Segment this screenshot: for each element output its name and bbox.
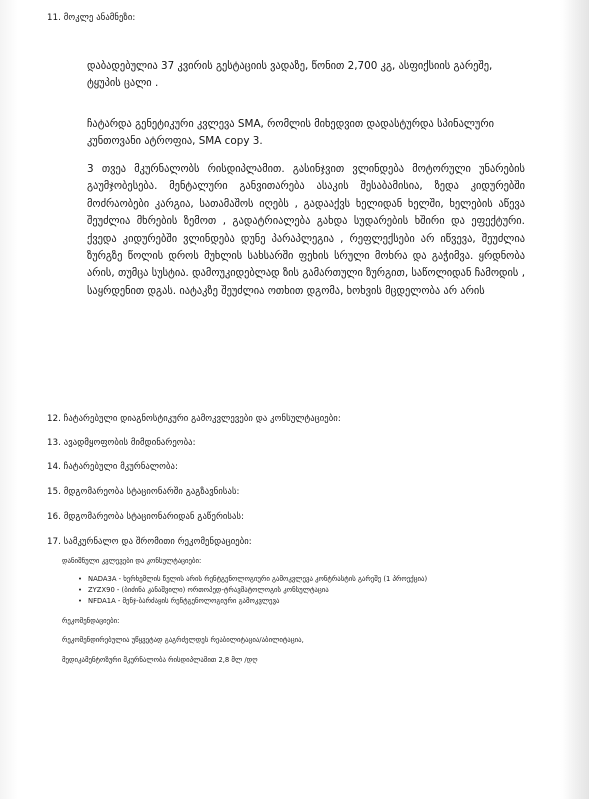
section-11-heading: 11. მოკლე ანამნეზი: bbox=[47, 13, 136, 23]
bullet-icon: • bbox=[78, 575, 83, 583]
bullet-icon: • bbox=[78, 597, 83, 605]
section-15-heading: 15. მდგომარეობა სტაციონარში გაგზავნისას: bbox=[47, 487, 240, 497]
section-12-heading: 12. ჩატარებული დიაგნოსტიკური გამოკვლევები და კონსულტაციები: bbox=[47, 414, 341, 424]
recommendation-line-2: მედიკამენტოზური მკურნალობა რისდიპლამით 2,8 მლ /დღ bbox=[62, 656, 258, 664]
list-item: • ZYZX90 - (ბიძინა კანაშვილი) ორთოპედ-ტრავმატოლოგის კონსულტაცია bbox=[78, 586, 329, 594]
list-item: • NADA3A - ხერხემლის წელის არის რენტგენოლოგიური გამოკვლევა კონტრასტის გარეშე (1 პროექცია) bbox=[78, 575, 428, 583]
section-13-heading: 13. ავადმყოფობის მიმდინარეობა: bbox=[47, 438, 196, 448]
prescribed-tests-list bbox=[78, 574, 427, 607]
section-14-heading: 14. ჩატარებული მკურნალობა: bbox=[47, 462, 178, 472]
anamnesis-paragraph-1: დაბადებულია 37 კვირის გესტაციის ვადაზე, წონით 2,700 კგ, ასფიქსიის გარეშე, ტყუპის ცალი . bbox=[87, 60, 493, 90]
section-16-heading: 16. მდგომარეობა სტაციონარიდან გაწერისას: bbox=[47, 512, 245, 522]
page-edge-shadow bbox=[563, 0, 589, 799]
recommendations-heading: რეკომენდაციები: bbox=[62, 617, 120, 625]
recommendation-line-1: რეკომენდირებულია უწყვეტად გაგრძელდეს რეაბილიტაცია/აბილიტაცია, bbox=[62, 636, 304, 644]
anamnesis-paragraph-3: 3 თვეა მკურნალობს რისდიპლამით. გასინჯვით ვლინდება მოტორული უნარების გაუმჯობესება. მენტალური განვითარება ასაკის შესაბამისია, ზედა კიდურებში მოძრაობები კარგია, სათამაშოს იღებს , გადააქვს ხელიდან ხელში, ხელების აწევა შეუძლია მხრების ზემოთ , გადატრიალება გახდა სუდარების ხშირი და ეფექტური. ქვედა კიდურებში ვლინდება დუნე პარაპლეგია , რეფლექსები არ იწვევა, შეუძლია ზურგზე წოლის დროს მუხლის სახსარში ფეხის სრული მოხრა და გაჭიმვა. ყრდნობა არის, თუმცა სუსტია. დამოუკიდებლად ზის გამართული ზურგით, საწოლიდან ჩამოდის , საყრდენით დგას. იატაკზე შეუძლია ოთხით დგომა, ხოხვის მცდელობა არ არის bbox=[87, 163, 525, 297]
section-17-heading: 17. სამკურნალო და შრომითი რეკომენდაციები: bbox=[47, 537, 252, 547]
anamnesis-paragraph-2: ჩატარდა გენეტიკური კვლევა SMA, რომლის მიხედვით დადასტურდა სპინალური კუნთოვანი ატროფია, SMA copy 3. bbox=[87, 118, 495, 148]
prescribed-tests-heading: დანიშნული კვლევები და კონსულტაციები: bbox=[62, 557, 202, 565]
list-item: • NFDA1A - მენჯ-ბარძაყის რენტგენოლოგიური გამოკვლევა bbox=[78, 597, 280, 605]
bullet-icon: • bbox=[78, 586, 83, 594]
